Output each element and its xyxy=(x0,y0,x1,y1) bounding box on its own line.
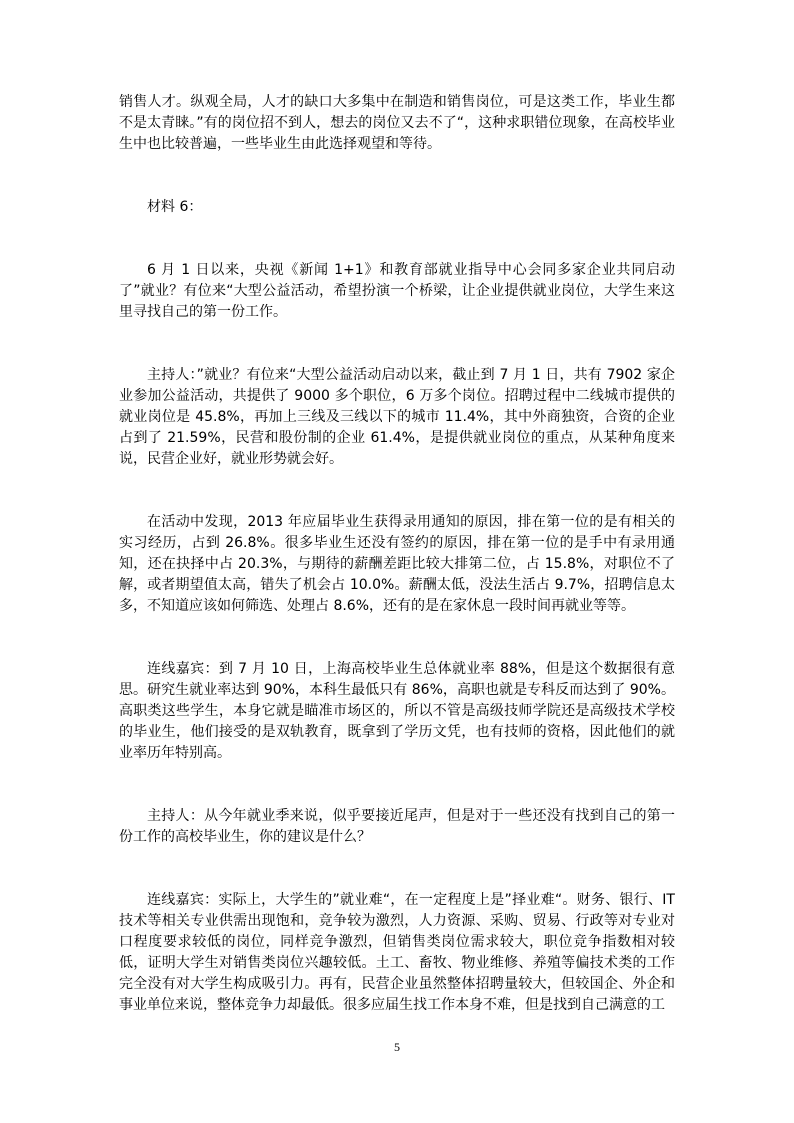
paragraph-spacer xyxy=(119,617,675,659)
paragraph: 连线嘉宾：实际上，大学生的”就业难“，在一定程度上是”择业难“。财务、银行、IT 技术等相关专业供需出现饱和，竞争较为激烈，人力资源、采购、贸易、行政等对专业对口程度要求较低的岗位，同样竞争激烈，但销售类岗位需求较大，职位竞争指数相对较低，证明大学生对销售类岗位兴趣较低。土工、畜牧、物业维修、养殖等偏技术类的工作完全没有对大学生构成吸引力。再有，民营企业虽然整体招聘量较大，但较国企、外企和事业单位来说，整体竞争力却最低。很多应届生找工作本身不难，但是找到自己满意的工 xyxy=(119,892,675,1013)
material-heading: 材料 6： xyxy=(147,199,203,215)
paragraph-spacer xyxy=(119,323,675,365)
page-number: 5 xyxy=(394,1040,400,1054)
paragraph: 6 月 1 日以来，央视《新闻 1+1》和教育部就业指导中心会同多家企业共同启动了”就业？有位来“大型公益活动，希望扮演一个桥梁，让企业提供就业岗位，大学生来这里寻找自己的第一份工作。 xyxy=(119,262,675,320)
paragraph-spacer xyxy=(119,155,675,197)
paragraph: 连线嘉宾：到 7 月 10 日，上海高校毕业生总体就业率 88%，但是这个数据很有意思。研究生就业率达到 90%，本科生最低只有 86%，高职也就是专科反而达到了 90%。高职类这些学生，本身它就是瞄准市场区的，所以不管是高级技师学院还是高级技术学校的毕业生，他们接受的是双轨教育，既拿到了学历文凭，也有技师的资格，因此他们的就业率历年特别高。 xyxy=(119,661,675,761)
paragraph: 主持人：”就业？有位来“大型公益活动启动以来，截止到 7 月 1 日，共有 7902 家企业参加公益活动，共提供了 9000 多个职位，6 万多个岗位。招聘过程中二线城市提供的就业岗位是 45.8%，再加上三线及三线以下的城市 11.4%，其中外商独资，合资的企业占到了 21.59%，民营和股份制的企业 61.4%，是提供就业岗位的重点，从某种角度来说，民营企业好，就业形势就会好。 xyxy=(119,367,675,467)
paragraph: 主持人：从今年就业季来说，似乎要接近尾声，但是对于一些还没有找到自己的第一份工作的高校毕业生，你的建议是什么？ xyxy=(119,808,675,845)
paragraph-spacer xyxy=(119,764,675,806)
paragraph-continued: 销售人才。纵观全局，人才的缺口大多集中在制造和销售岗位，可是这类工作，毕业生都不是太青睐。”有的岗位招不到人，想去的岗位又去不了“，这种求职错位现象，在高校毕业生中也比较普遍，一些毕业生由此选择观望和等待。 xyxy=(119,94,675,152)
document-body xyxy=(119,92,675,1016)
paragraph-spacer xyxy=(119,470,675,512)
paragraph-spacer xyxy=(119,218,675,260)
paragraph: 在活动中发现，2013 年应届毕业生获得录用通知的原因，排在第一位的是有相关的实习经历，占到 26.8%。很多毕业生还没有签约的原因，排在第一位的是手中有录用通知，还在抉择中占 20.3%，与期待的薪酬差距比较大排第二位，占 15.8%，对职位不了解，或者期望值太高，错失了机会占 10.0%。薪酬太低，没法生活占 9.7%，招聘信息太多，不知道应该如何筛选、处理占 8.6%，还有的是在家休息一段时间再就业等等。 xyxy=(119,514,675,614)
paragraph-spacer xyxy=(119,848,675,890)
